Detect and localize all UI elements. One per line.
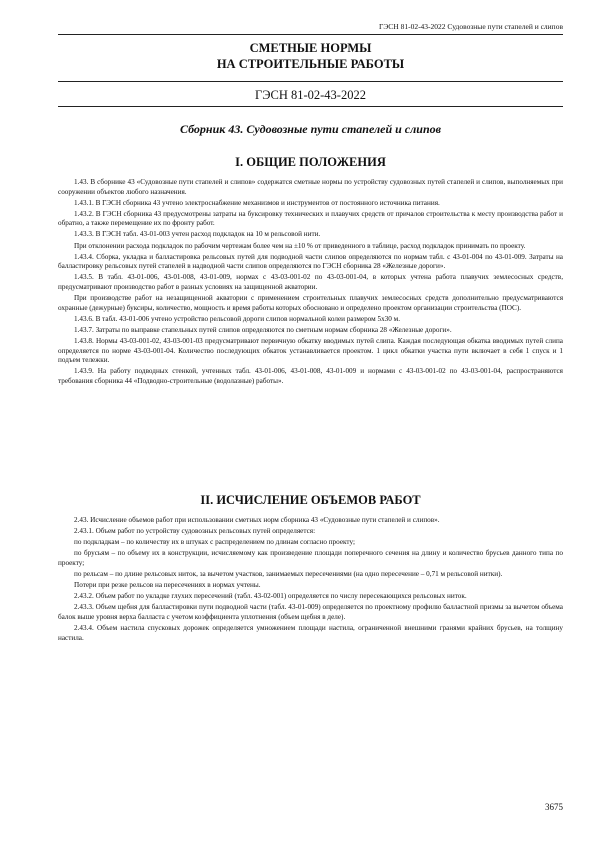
document-title [58, 40, 563, 72]
paragraph: 1.43.1. В ГЭСН сборника 43 учтено электроснабжение механизмов и инструментов от постоянного источника питания. [74, 198, 440, 207]
paragraph: 1.43.8. Нормы 43-03-001-02, 43-03-001-03 предусматривают первичную обкатку вводимых путей слипа. Каждая последующая обкатка вводимых путей слипа определяется по норме 43-03-001-04. Количество последующих обкаток устанавливается проектом. 1 цикл обкатки участка пути включает в себя 1 спуск и 1 подъем тележки. [58, 336, 563, 365]
paragraph: по подкладкам – по количеству их в штуках с распределением по длинам согласно проекту; [74, 538, 355, 547]
code-rule-bottom [58, 106, 563, 107]
paragraph: 1.43.3. В ГЭСН табл. 43-01-003 учтен расход подкладок на 10 м рельсовой нити. [74, 230, 321, 239]
document-title-line-1: СМЕТНЫЕ НОРМЫ [249, 41, 372, 55]
section-body-calculation [58, 516, 563, 645]
paragraph: При производстве работ на незащищенной акватории с применением строительных плавучих землесосных средств дополнительно предусматриваются охранные (дежурные) буксиры, количество, мощность и время работы которых обосновано и определено проектом организации строительства (ПОС). [58, 294, 563, 312]
paragraph: Потери при резке рельсов на пересечениях в нормах учтены. [74, 581, 261, 590]
paragraph: 1.43.9. На работу подводных стенкой, учтенных табл. 43-01-006, 43-01-008, 43-01-009 и нормами с 43-03-001-02 по 43-03-001-04, распространяются требования сборника 44 «Подводно-строительные (водолазные) работы». [58, 367, 563, 385]
paragraph: 1.43.7. Затраты по выправке стапельных путей слипов определяются по сметным нормам сборника 28 «Железные дороги». [74, 325, 452, 334]
paragraph: 1.43.6. В табл. 43-01-006 учтено устройство рельсовой дороги слипов нормальной колеи размером 5х30 м. [74, 314, 401, 323]
paragraph: 2.43.4. Объем настила спусковых дорожек определяется умножением площади настила, ограниченной внешними гранями крайних брусьев, на толщину настила. [58, 623, 563, 642]
document-title-line-2: НА СТРОИТЕЛЬНЫЕ РАБОТЫ [216, 57, 405, 71]
page-number: 3675 [545, 802, 563, 812]
paragraph: 2.43.2. Объем работ по укладке глухих пересечений (табл. 43-02-001) определяется по числу пересекающихся рельсовых ниток. [74, 592, 467, 601]
document-code: ГЭСН 81-02-43-2022 [255, 88, 366, 102]
paragraph: 1.43. В сборнике 43 «Судовозные пути стапелей и слипов» содержатся сметные нормы по устройству судовозных путей стапелей и слипов, выполняемых при сооружении объектов любого назначения. [58, 178, 563, 196]
code-rule-top [58, 81, 563, 82]
paragraph: 1.43.2. В ГЭСН сборника 43 предусмотрены затраты на буксировку технических и плавучих средств от причалов строительства к месту производства работ и обратно, а также перемещение их по фронту работ. [58, 209, 563, 228]
paragraph: по брусьям – по объему их в конструкции, исчисляемому как произведение площади поперечного сечения на длину и количество брусьев данного типа по проекту; [58, 549, 563, 567]
paragraph: При отклонении расхода подкладок по рабочим чертежам более чем на ±10 % от приведенного в таблице, расход подкладок принимать по проекту. [74, 241, 526, 250]
collection-title: Сборник 43. Судовозные пути стапелей и слипов [179, 122, 442, 136]
section-heading-general: I. ОБЩИЕ ПОЛОЖЕНИЯ [235, 155, 386, 169]
paragraph: 2.43.1. Объем работ по устройству судовозных рельсовых путей определяется: [74, 527, 316, 536]
paragraph: 1.43.4. Сборка, укладка и балластировка рельсовых путей для подводной части слипов определяются по нормам табл. с 43-01-004 по 43-01-009. Затраты на балластировку рельсовых путей стапелей в надводной части слипов определяются по ГЭСН сборника 28 «Железные дороги». [58, 252, 563, 271]
running-header: ГЭСН 81-02-43-2022 Судовозные пути стапелей и слипов [378, 22, 563, 31]
paragraph: 2.43.3. Объем щебня для балластировки пути подводной части (табл. 43-01-009) определяется по проектному профилю балластной призмы за вычетом объема балок выше уровня верха балласта с учетом коэффициента уплотнения (объем щебня в деле). [58, 603, 563, 621]
section-body-general [58, 178, 563, 388]
paragraph: 1.43.5. В табл. 43-01-006, 43-01-008, 43-01-009, нормах с 43-03-001-02 по 43-03-001-04, в которых учтена работа плавучих землесосных средств, предусматривают производство работ в разных условиях на защищенной акватории. [58, 273, 563, 291]
header-rule [58, 34, 563, 35]
paragraph: по рельсам – по длине рельсовых ниток, за вычетом участков, занимаемых пересечениями (на одно пересечение – 0,71 м рельсовой нитки). [74, 569, 503, 578]
paragraph: 2.43. Исчисление объемов работ при использовании сметных норм сборника 43 «Судовозные пути стапелей и слипов». [74, 516, 440, 524]
section-heading-calculation: II. ИСЧИСЛЕНИЕ ОБЪЕМОВ РАБОТ [200, 493, 421, 507]
